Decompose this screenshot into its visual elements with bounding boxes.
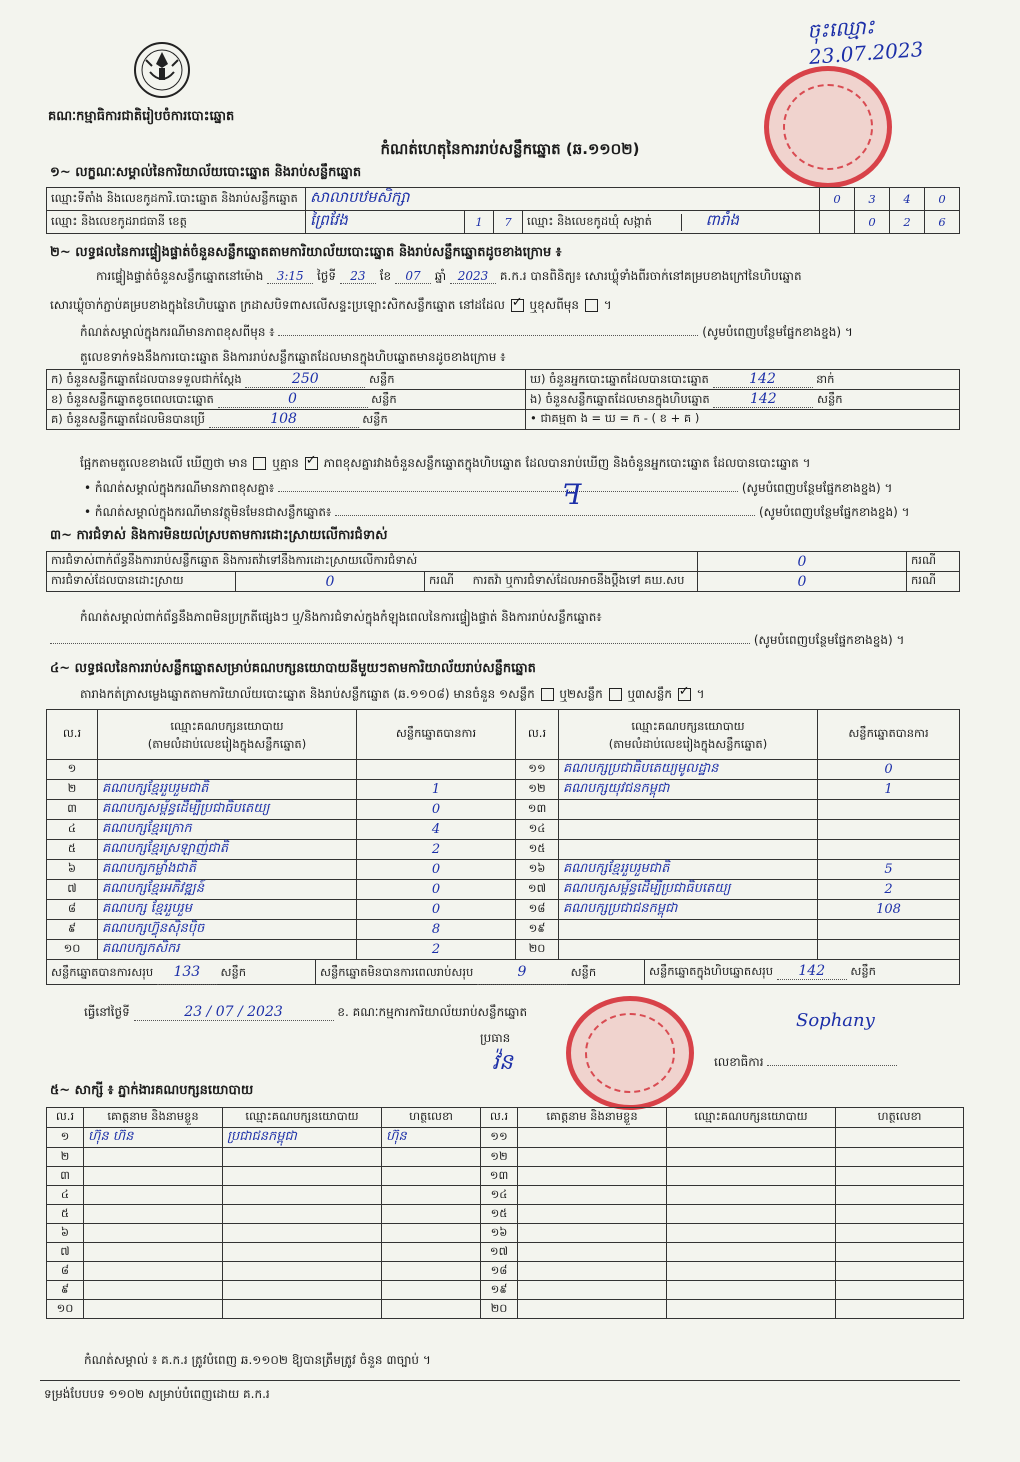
vote-count [818, 940, 960, 960]
witness-signature [382, 1224, 481, 1243]
secretary-signature: Sophany [796, 1010, 875, 1031]
witness-party [223, 1148, 382, 1167]
party-name: គណបក្សខ្មែរស្រឡាញ់ជាតិ [98, 840, 357, 860]
table-row [47, 1300, 964, 1319]
witness-name [84, 1281, 223, 1300]
witness-signature [836, 1205, 964, 1224]
witness-name [518, 1167, 667, 1186]
table-row [47, 820, 960, 840]
row-number: ១៧ [516, 880, 559, 900]
witness-name [518, 1300, 667, 1319]
total-valid: 133 [157, 960, 217, 985]
witness-signature [836, 1186, 964, 1205]
witness-party [667, 1167, 836, 1186]
row-number: ១៨ [481, 1262, 518, 1281]
row-number: ១៦ [481, 1224, 518, 1243]
party-name [559, 920, 818, 940]
party-name: គណបក្ស ខ្មែររួបរួម [98, 900, 357, 920]
commune-code-1: 0 [855, 211, 890, 234]
location-value: សាលាបឋមសិក្សា [306, 188, 820, 211]
vote-count: 0 [357, 900, 516, 920]
difference-note: កំណត់សម្គាល់ក្នុងករណីមានភាពខុសពីមុន ៖ (សូមបំពេញបន្ថែមផ្នែកខាងខ្នង) ។ [80, 325, 853, 339]
row-number: ៧ [47, 1243, 84, 1262]
witness-party [667, 1281, 836, 1300]
row-number: ៩ [47, 920, 98, 940]
party-name: គណបក្សសម្ព័ន្ធដើម្បីប្រជាធិបតេយ្យ [98, 800, 357, 820]
party-name: គណបក្សយុវជនកម្ពុជា [559, 780, 818, 800]
witness-party [667, 1243, 836, 1262]
witness-name [84, 1167, 223, 1186]
witness-party [667, 1262, 836, 1281]
section3-heading: ៣~ ការជំទាស់ និងការមិនយល់ស្របតាមការដោះស្រាយលើការជំទាស់ [50, 528, 388, 543]
province-value: ព្រៃវែង [306, 211, 465, 234]
witness-signature [836, 1300, 964, 1319]
table-row [47, 1224, 964, 1243]
party-name: គណបក្សខ្មែរក្រោក [98, 820, 357, 840]
row-number: ៨ [47, 900, 98, 920]
vote-count: 8 [357, 920, 516, 940]
figures-row: ក) ចំនួនសន្លឹកឆ្នោតដែលបានទទួលជាក់ស្តែង 250 សន្លឹក ឃ) ចំនួនអ្នកបោះឆ្នោតដែលបានបោះឆ្នោត 142 នាក់ [47, 370, 960, 390]
witness-name [84, 1224, 223, 1243]
two-sheets-checkbox [609, 688, 622, 701]
row-number: ១៣ [516, 800, 559, 820]
row-number: ១៣ [481, 1167, 518, 1186]
objections-table: ការជំទាស់ពាក់ព័ន្ធនឹងការរាប់សន្លឹកឆ្នោត និងការតវ៉ាទៅនឹងការដោះស្រាយលើការជំទាស់ 0 ករណី ការជំទាស់ដែលបានដោះស្រាយ 0 ករណី ការតវ៉ា ឬការជំទាស់ដែលអាចនឹងប្តឹងទៅ គឃ.សប 0 ករណី [46, 551, 960, 592]
witness-party [667, 1205, 836, 1224]
table-row [47, 1281, 964, 1300]
party-name: គណបក្សខ្មែរអភិវឌ្ឍន៍ [98, 880, 357, 900]
witness-name [518, 1243, 667, 1262]
row-number: ១២ [516, 780, 559, 800]
party-results-table: ល.រ ឈ្មោះគណបក្សនយោបាយ (តាមលំដាប់លេខរៀងក្នុងសន្លឹកឆ្នោត) សន្លឹកឆ្នោតបានការ ល.រ ឈ្មោះគណបក្សនយោបាយ (តាមលំដាប់លេខរៀងក្នុងសន្លឹកឆ្នោត) សន្លឹកឆ្នោតបានការ ១ ១១ គណបក្សប្រជាធិបតេយ្យមូលដ្ឋាន 0 ២ គណបក្សខ្មែររួបរួមជាតិ 1 ១២ គណបក្សយុវជនកម្ពុជា 1 ៣ គណបក្សសម្ព័ន្ធដើម្បីប្រជាធិបតេយ្យ 0 ១៣ ៤ គណបក្សខ្មែរក្រោក 4 ១៤ ៥ គណបក្សខ្មែរស្រឡាញ់ជាតិ 2 ១៥ ៦ គណបក្សកម្លាំងជាតិ 0 ១៦ គណបក្សខ្មែររួបរួមជាតិ 5 ៧ គណបក្សខ្មែរអភិវឌ្ឍន៍ 0 ១៧ គណបក្សសម្ព័ន្ធដើម្បីប្រជាធិបតេយ្យ 2 ៨ គណបក្ស ខ្មែររួបរួម 0 ១៨ គណបក្សប្រជាជនកម្ពុជា 108 ៩ គណបក្សហ៊្វុនស៊ិនប៉ិច 8 ១៩ ១០ គណបក្សកសិករ 2 ២០ សន្លឹកឆ្នោតបានការសរុប 133 សន្លឹក សន្លឹកឆ្នោតមិនបានការពេលរាប់សរុប 9 សន្លឹក សន្លឹកឆ្នោតក្នុងហិបឆ្នោតសរុប 142 សន្លឹក [46, 709, 960, 985]
vote-count: 4 [357, 820, 516, 840]
witness-name [84, 1243, 223, 1262]
witness-name [518, 1186, 667, 1205]
has-difference-checkbox [253, 457, 266, 470]
form-title: កំណត់ហេតុនៃការរាប់សន្លឹកឆ្នោត (ឆ.១១០២) [380, 140, 640, 158]
row-number: ១០ [47, 1300, 84, 1319]
vote-count: 0 [357, 860, 516, 880]
table-row [47, 1186, 964, 1205]
appeal-count: 0 [698, 572, 907, 592]
location-code-2: 3 [855, 188, 890, 211]
spoiled-ballots: 0 [218, 391, 368, 408]
witness-signature [836, 1281, 964, 1300]
table-row [47, 1205, 964, 1224]
witness-signature [836, 1224, 964, 1243]
party-name: គណបក្សហ៊្វុនស៊ិនប៉ិច [98, 920, 357, 940]
table-row [47, 940, 960, 960]
vote-count: 1 [818, 780, 960, 800]
witness-party [667, 1148, 836, 1167]
witness-signature [836, 1262, 964, 1281]
location-code-4: 0 [925, 188, 960, 211]
one-sheet-checkbox [541, 688, 554, 701]
irregularities-fill: (សូមបំពេញបន្ថែមផ្នែកខាងខ្នង) ។ [50, 632, 960, 650]
footnote: កំណត់សម្គាល់ ៖ គ.ក.រ ត្រូវបំពេញ ឆ.១១០២ ឱ្យបានត្រឹមត្រូវ ចំនួន ៣ច្បាប់ ។ [84, 1353, 431, 1367]
witness-name: ហ៊ុន ហ៊ន [84, 1128, 223, 1148]
row-number: ១៨ [516, 900, 559, 920]
row-number: ២០ [516, 940, 559, 960]
party-name [559, 820, 818, 840]
row-number: ៦ [47, 860, 98, 880]
footer-divider [40, 1380, 960, 1381]
party-name: គណបក្សកសិករ [98, 940, 357, 960]
row-number: ២០ [481, 1300, 518, 1319]
vote-count: 5 [818, 860, 960, 880]
vote-count: 108 [818, 900, 960, 920]
party-name: គណបក្សកម្លាំងជាតិ [98, 860, 357, 880]
witness-name [84, 1262, 223, 1281]
vote-count [818, 920, 960, 940]
party-name [559, 940, 818, 960]
witness-name [518, 1224, 667, 1243]
resolved-count: 0 [236, 572, 425, 592]
table-row [47, 780, 960, 800]
witness-party [667, 1300, 836, 1319]
witness-party [223, 1243, 382, 1262]
unused-ballots: 108 [209, 411, 359, 428]
verification-time: 3:15 [267, 269, 313, 284]
province-code-2: 7 [494, 211, 523, 234]
witness-name [518, 1205, 667, 1224]
formula: • ជាគម្មតា ង = ឃ = ក - ( ខ + គ ) [526, 410, 960, 430]
verification-line2: សោរឃ្លុំចាក់ភ្ជាប់គម្របខាងក្នុងនៃហិបឆ្នោត ក្រដាសបិទពាសលើសន្ទះប្រឡោះសិកសន្លឹកឆ្នោត នៅដដែល ✓ ឬខុសពីមុន ។ [50, 297, 612, 315]
table-row [47, 1148, 964, 1167]
row-number: ២ [47, 780, 98, 800]
province-label: ឈ្មោះ និងលេខកូដរាជធានី ខេត្ត [47, 211, 306, 234]
commune-value: ពារាំង [705, 211, 739, 229]
corner-note: ចុះឈ្មោះ 23.07.2023 [806, 14, 925, 69]
row-number: ៩ [47, 1281, 84, 1300]
witness-party [223, 1300, 382, 1319]
row-number: ២ [47, 1148, 84, 1167]
row-number: ១៩ [516, 920, 559, 940]
row-number: ៤ [47, 820, 98, 840]
figures-row: ខ) ចំនួនសន្លឹកឆ្នោតខូចពេលបោះឆ្នោត 0 សន្លឹក ង) ចំនួនសន្លឹកឆ្នោតដែលមានក្នុងហិបឆ្នោត 142 សន្លឹក [47, 390, 960, 410]
witness-name [84, 1300, 223, 1319]
total-invalid: 9 [477, 960, 567, 985]
witness-name [84, 1148, 223, 1167]
row-number: ១១ [481, 1128, 518, 1148]
verification-year: 2023 [450, 269, 496, 284]
row-number: ៥ [47, 1205, 84, 1224]
commune-label: ឈ្មោះ និងលេខកូដឃុំ សង្កាត់ [523, 214, 682, 231]
three-sheets-checkbox [678, 688, 691, 701]
made-on-line: ធ្វើនៅថ្ងៃទី 23 / 07 / 2023 ខ. គណៈកម្មការការិយាល័យរាប់សន្លឹកឆ្នោត [84, 1004, 528, 1020]
witness-party: ប្រជាជនកម្ពុជា [223, 1128, 382, 1148]
vote-count: 0 [818, 760, 960, 780]
section4-heading: ៤~ លទ្ធផលនៃការរាប់សន្លឹកឆ្នោតសម្រាប់គណបក្សនយោបាយនីមួយៗតាមការិយាល័យរាប់សន្លឹកឆ្នោត [50, 661, 536, 676]
commune-code-3: 6 [925, 211, 960, 234]
table-row [47, 840, 960, 860]
committee-name: គណៈកម្មាធិការជាតិរៀបចំការបោះឆ្នោត [48, 109, 235, 124]
table-row [47, 1243, 964, 1262]
row-number: ១៩ [481, 1281, 518, 1300]
table-row [47, 880, 960, 900]
vote-count: 2 [818, 880, 960, 900]
chair-signature: វ៉ន [492, 1050, 513, 1075]
witness-name [84, 1205, 223, 1224]
witness-signature [382, 1243, 481, 1262]
witness-rows [47, 1128, 964, 1319]
witness-signature [836, 1243, 964, 1262]
witness-signature [382, 1281, 481, 1300]
witness-signature: ហ៊ុន [382, 1128, 481, 1148]
vote-count: 0 [357, 880, 516, 900]
witness-name [518, 1281, 667, 1300]
irregularities-note: កំណត់សម្គាល់ពាក់ព័ន្ធនឹងភាពមិនប្រក្រតីផ្សេងៗ ឬ/និងការជំទាស់ក្នុងកំឡុងពេលនៃការផ្ទៀងផ្ទាត់ និងការរាប់សន្លឹកឆ្នោត៖ [80, 610, 602, 624]
witness-party [223, 1281, 382, 1300]
witness-party [667, 1224, 836, 1243]
vote-count: 0 [357, 800, 516, 820]
ballots-in-box: 142 [713, 391, 813, 408]
row-number: ១៧ [481, 1243, 518, 1262]
received-ballots: 250 [245, 371, 365, 388]
verification-line1: ការផ្ទៀងផ្ទាត់ចំនួនសន្លឹកឆ្នោតនៅម៉ោង 3:15 ថ្ងៃទី 23 ខែ 07 ឆ្នាំ 2023 គ.ក.រ បានពិនិត្យ៖ សោរឃ្លុំទាំងពីរចាក់នៅគម្របខាងក្រៅនៃហិបឆ្នោត [96, 269, 802, 283]
figures-row: គ) ចំនួនសន្លឹកឆ្នោតដែលមិនបានប្រើ 108 សន្លឹក • ជាគម្មតា ង = ឃ = ក - ( ខ + គ ) [47, 410, 960, 430]
row-number: ៣ [47, 800, 98, 820]
witness-signature [836, 1128, 964, 1148]
witness-name [518, 1262, 667, 1281]
voters-count: 142 [713, 371, 813, 388]
table-row [47, 860, 960, 880]
secretary-line: លេខាធិការ [714, 1054, 897, 1072]
witness-party [667, 1128, 836, 1148]
figures-intro: តួលេខទាក់ទងនឹងការបោះឆ្នោត និងការរាប់សន្លឹកឆ្នោតដែលមានក្នុងហិបឆ្នោតមានដូចខាងក្រោម ៖ [80, 350, 506, 364]
witness-signature [836, 1167, 964, 1186]
foreign-object-bullet: • កំណត់សម្គាល់ក្នុងករណីមានវត្ថុមិនមែនជាសន្លឹកឆ្នោត៖ (សូមបំពេញបន្ថែមផ្នែកខាងខ្នង) ។ [84, 505, 910, 519]
row-number: ៧ [47, 880, 98, 900]
location-code-1: 0 [820, 188, 855, 211]
verification-month: 07 [395, 269, 431, 284]
row-number: ១៥ [516, 840, 559, 860]
row-number: ១ [47, 760, 98, 780]
difference-bullet: • កំណត់សម្គាល់ក្នុងករណីមានភាពខុសគ្នា៖ (សូមបំពេញបន្ថែមផ្នែកខាងខ្នង) ។ [84, 481, 893, 495]
row-number: ៣ [47, 1167, 84, 1186]
unchanged-checkbox [511, 299, 524, 312]
row-number: ១៦ [516, 860, 559, 880]
appeal-label: ការតវ៉ា ឬការជំទាស់ដែលអាចនឹងប្តឹងទៅ គឃ.សប [472, 573, 685, 587]
row-number: ៤ [47, 1186, 84, 1205]
form-footer: ទម្រង់បែបបទ ១១០២ សម្រាប់បំពេញដោយ គ.ក.រ [44, 1387, 270, 1401]
party-name [559, 800, 818, 820]
objections-label: ការជំទាស់ពាក់ព័ន្ធនឹងការរាប់សន្លឹកឆ្នោត និងការតវ៉ាទៅនឹងការដោះស្រាយលើការជំទាស់ [47, 552, 698, 572]
section2-heading: ២~ លទ្ធផលនៃការផ្ទៀងផ្ទាត់ចំនួនសន្លឹកឆ្នោតតាមការិយាល័យបោះឆ្នោត និងរាប់សន្លឹកឆ្នោតដូចខាងក្រោម ៖ [50, 245, 562, 260]
commune-code-2: 2 [890, 211, 925, 234]
witness-signature [382, 1205, 481, 1224]
row-number: ១៤ [516, 820, 559, 840]
party-name: គណបក្សខ្មែររួបរួមជាតិ [98, 780, 357, 800]
table-row [47, 1262, 964, 1281]
vote-count: 2 [357, 840, 516, 860]
party-name: គណបក្សប្រជាជនកម្ពុជា [559, 900, 818, 920]
witness-signature [382, 1167, 481, 1186]
vote-count: 1 [357, 780, 516, 800]
resolved-label: ការជំទាស់ដែលបានដោះស្រាយ [47, 572, 236, 592]
party-name [559, 840, 818, 860]
objections-count: 0 [698, 552, 907, 572]
no-difference-checkbox [305, 457, 318, 470]
made-date: 23 / 07 / 2023 [134, 1004, 334, 1021]
verification-day: 23 [340, 269, 376, 284]
row-number: ១ [47, 1128, 84, 1148]
location-code-3: 4 [890, 188, 925, 211]
witness-party [223, 1167, 382, 1186]
witness-signature [382, 1186, 481, 1205]
official-stamp-top [764, 66, 892, 188]
section1-table [46, 187, 960, 234]
table-row [47, 1167, 964, 1186]
table-row [47, 1128, 964, 1148]
vote-count [818, 820, 960, 840]
difference-check-line: ផ្អែកតាមតួលេខខាងលើ ឃើញថា មាន ឬគ្មាន ✓ ភាពខុសគ្នារវាងចំនួនសន្លឹកឆ្នោតក្នុងហិបឆ្នោត ដែលបានរាប់ឃើញ និងចំនួនអ្នកបោះឆ្នោត ដែលបានបោះឆ្នោត ។ [80, 455, 811, 473]
table-row [47, 760, 960, 780]
row-number: ១៥ [481, 1205, 518, 1224]
row-number: ៥ [47, 840, 98, 860]
row-number: ៨ [47, 1262, 84, 1281]
location-label: ឈ្មោះទីតាំង និងលេខកូដការិ.បោះឆ្នោត និងរាប់សន្លឹកឆ្នោត [47, 188, 306, 211]
witness-name [518, 1148, 667, 1167]
witness-name [84, 1186, 223, 1205]
party-name: គណបក្សខ្មែររួបរួមជាតិ [559, 860, 818, 880]
section1-heading: ១~ លក្ខណៈសម្គាល់នៃការិយាល័យបោះឆ្នោត និងរាប់សន្លឹកឆ្នោត [50, 165, 362, 180]
row-number: ៦ [47, 1224, 84, 1243]
party-name: គណបក្សប្រជាធិបតេយ្យមូលដ្ឋាន [559, 760, 818, 780]
witness-party [223, 1205, 382, 1224]
party-name: គណបក្សសម្ព័ន្ធដើម្បីប្រជាធិបតេយ្យ [559, 880, 818, 900]
nec-logo [132, 38, 192, 102]
ballot-figures-table [46, 369, 960, 430]
witness-party [223, 1262, 382, 1281]
witness-signature [382, 1300, 481, 1319]
vote-count [818, 800, 960, 820]
row-number: ១០ [47, 940, 98, 960]
row-number: ១២ [481, 1148, 518, 1167]
row-number: ១៤ [481, 1186, 518, 1205]
strike-mark: ꟻ [562, 478, 582, 511]
witness-name [518, 1128, 667, 1148]
party-rows [47, 760, 960, 960]
witness-signature [836, 1148, 964, 1167]
province-code-1: 1 [465, 211, 494, 234]
witness-party [667, 1186, 836, 1205]
vote-count [357, 760, 516, 780]
witness-signature [382, 1262, 481, 1281]
vote-count [818, 840, 960, 860]
witness-party [223, 1224, 382, 1243]
witness-party [223, 1186, 382, 1205]
table-row [47, 900, 960, 920]
party-name [98, 760, 357, 780]
chair-label: ប្រធាន [480, 1031, 511, 1045]
vote-count: 2 [357, 940, 516, 960]
witness-signature [382, 1148, 481, 1167]
witness-table: ល.រ គោត្តនាម និងនាមខ្លួន ឈ្មោះគណបក្សនយោបាយ ហត្ថលេខា ល.រ គោត្តនាម និងនាមខ្លួន ឈ្មោះគណបក្សនយោបាយ ហត្ថលេខា ១ ហ៊ុន ហ៊ន ប្រជាជនកម្ពុជា ហ៊ុន ១១ ២ ១២ ៣ ១៣ ៤ ១៤ ៥ ១៥ ៦ ១៦ ៧ ១៧ ៨ ១៨ ៩ ១៩ ១០ ២០ [46, 1107, 964, 1319]
section5-heading: ៥~ សាក្សី ៖ ភ្នាក់ងារគណបក្សនយោបាយ [50, 1083, 254, 1098]
row-number: ១១ [516, 760, 559, 780]
tally-sheet-line: តារាងកត់ត្រាសម្លេងឆ្នោតតាមការិយាល័យបោះឆ្នោត និងរាប់សន្លឹកឆ្នោត (ឆ.១១០៨) មានចំនួន ១សន្លឹក ឬ២សន្លឹក ឬ៣សន្លឹក ✓ ។ [80, 686, 705, 704]
changed-checkbox [585, 299, 598, 312]
total-box: 142 [777, 963, 847, 980]
committee-stamp [566, 996, 694, 1110]
table-row [47, 800, 960, 820]
table-row [47, 920, 960, 940]
